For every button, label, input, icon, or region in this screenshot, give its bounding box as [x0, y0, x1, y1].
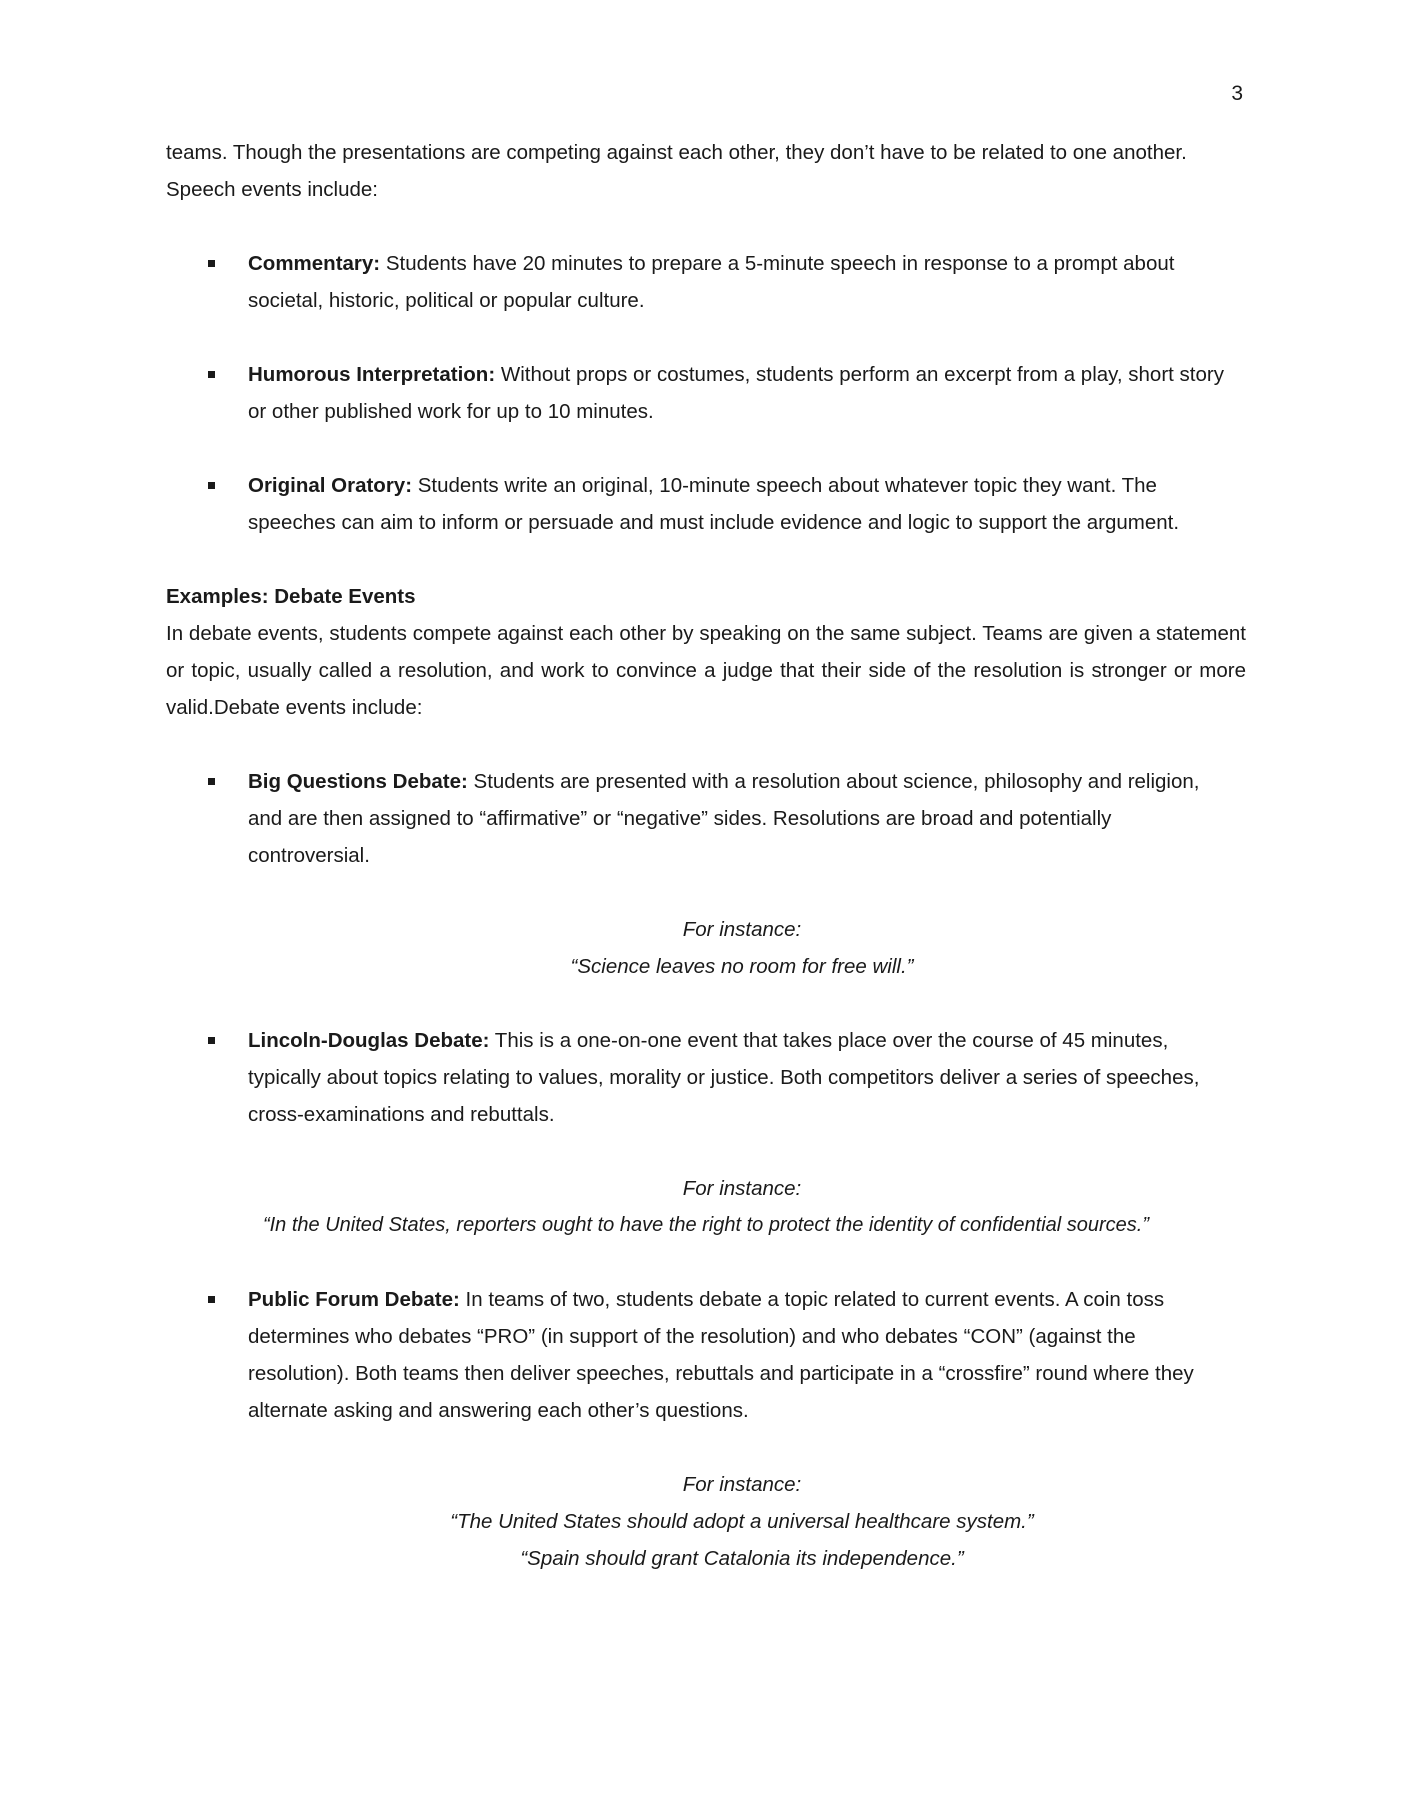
speech-event-item — [166, 245, 1246, 319]
event-term: Commentary: — [248, 252, 381, 275]
page-content — [166, 134, 1246, 1577]
section-paragraph: In debate events, students compete against each other by speaking on the same subject. Teams are given a statement or topic, usually called a resolution, and work to convince a judge that their side of the resolution is stronger or more valid.Debate events include: — [166, 622, 1246, 719]
page-number: 3 — [1231, 82, 1243, 105]
debate-event-item — [166, 1281, 1246, 1429]
debate-event-item — [166, 1022, 1246, 1133]
event-term: Humorous Interpretation: — [248, 363, 496, 386]
event-description: Students write an original, 10-minute speech about whatever topic they want. The speeches can aim to inform or persuade and must include evidence and logic to support the argument. — [248, 474, 1180, 534]
debate-event-item — [166, 763, 1246, 874]
instance-label: For instance: — [682, 918, 802, 941]
instance-label: For instance: — [682, 1177, 802, 1200]
event-term: Public Forum Debate: — [248, 1288, 460, 1311]
event-description: Students have 20 minutes to prepare a 5-minute speech in response to a prompt about societal, historic, political or popular culture. — [248, 252, 1175, 312]
instance-label: For instance: — [682, 1473, 802, 1496]
bullet-marker — [208, 1037, 215, 1044]
instance-example: “Science leaves no room for free will.” — [570, 955, 914, 978]
event-description: In teams of two, students debate a topic related to current events. A coin toss determines who debates “PRO” (in support of the resolution) and who debates “CON” (against the resolution). Both teams then deliver speeches, rebuttals and participate in a “crossfire” round where they alternate asking and answering each other’s questions. — [248, 1288, 1194, 1422]
bullet-marker — [208, 482, 215, 489]
event-term: Original Oratory: — [248, 474, 413, 497]
instance-example: “Spain should grant Catalonia its independence.” — [520, 1547, 964, 1570]
event-term: Big Questions Debate: — [248, 770, 468, 793]
bullet-marker — [208, 778, 215, 785]
event-description: Students are presented with a resolution about science, philosophy and religion, and are then assigned to “affirmative” or “negative” sides. Resolutions are broad and potentially controversial. — [248, 770, 1200, 867]
bullet-marker — [208, 1296, 215, 1303]
intro-line: teams. Though the presentations are competing against each other, they don’t have to be related to one another. — [166, 141, 1187, 164]
speech-event-item — [166, 356, 1246, 430]
event-description: Without props or costumes, students perform an excerpt from a play, short story or other published work for up to 10 minutes. — [248, 363, 1224, 423]
section-heading: Examples: Debate Events — [166, 585, 416, 608]
speech-event-item — [166, 467, 1246, 541]
bullet-marker — [208, 371, 215, 378]
event-description: This is a one-on-one event that takes place over the course of 45 minutes, typically about topics relating to values, morality or justice. Both competitors deliver a series of speeches, cross-examinations and rebuttals. — [248, 1029, 1200, 1126]
bullet-marker — [208, 260, 215, 267]
instance-example: “In the United States, reporters ought to have the right to protect the identity of confidential sources.” — [262, 1214, 1150, 1236]
instance-example: “The United States should adopt a universal healthcare system.” — [450, 1510, 1034, 1533]
event-term: Lincoln-Douglas Debate: — [248, 1029, 490, 1052]
intro-line: Speech events include: — [166, 178, 378, 201]
